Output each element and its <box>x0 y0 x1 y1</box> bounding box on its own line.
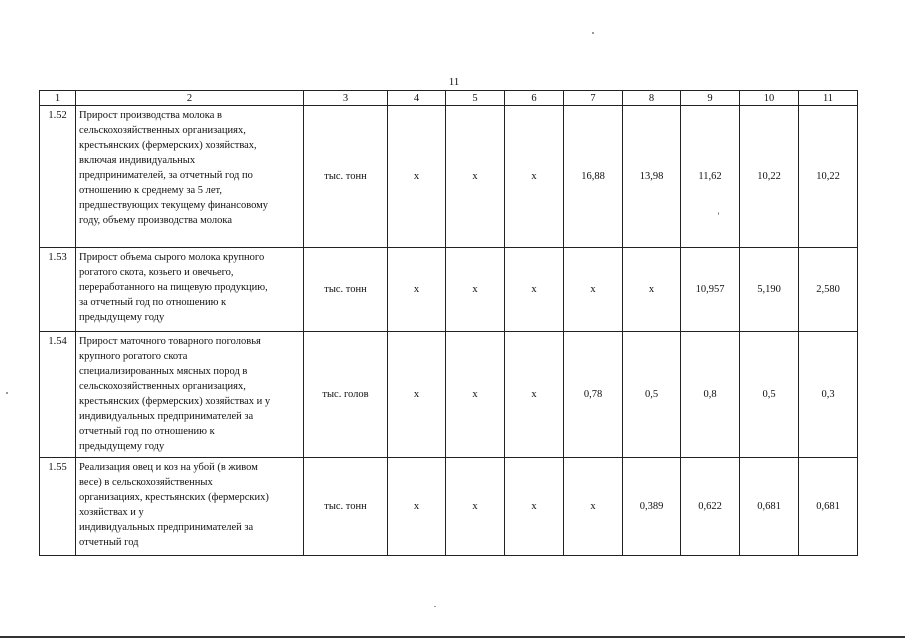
value-cell: х <box>446 332 505 458</box>
value-cell: 0,681 <box>740 458 799 556</box>
value-cell: х <box>505 458 564 556</box>
value-cell: 2,580 <box>799 248 858 332</box>
value-cell: 0,681 <box>799 458 858 556</box>
unit-cell: тыс. тонн <box>304 106 388 248</box>
value-cell: х <box>505 332 564 458</box>
value-cell: х <box>623 248 681 332</box>
value-cell: 5,190 <box>740 248 799 332</box>
value-cell: х <box>388 332 446 458</box>
scan-speck <box>592 32 594 34</box>
value-cell: 0,78 <box>564 332 623 458</box>
column-number: 5 <box>446 91 505 106</box>
row-number: 1.55 <box>40 458 76 556</box>
page-number: 11 <box>448 76 460 88</box>
scan-speck <box>6 392 8 394</box>
table-row <box>40 248 858 332</box>
column-number: 2 <box>76 91 304 106</box>
value-cell: х <box>446 248 505 332</box>
row-number: 1.54 <box>40 332 76 458</box>
value-cell: х <box>505 248 564 332</box>
value-cell: 0,3 <box>799 332 858 458</box>
value-cell: 0,5 <box>740 332 799 458</box>
value-cell: х <box>505 106 564 248</box>
unit-cell: тыс. тонн <box>304 248 388 332</box>
value-cell: 0,389 <box>623 458 681 556</box>
indicator-name: Прирост объема сырого молока крупного рогатого скота, козьего и овечьего, переработанного на пищевую продукцию, за отчетный год по отношению к предыдущему году <box>76 248 304 332</box>
table-row <box>40 106 858 248</box>
column-number-row <box>40 91 858 106</box>
value-cell: 0,5 <box>623 332 681 458</box>
value-cell: 11,62 <box>681 106 740 248</box>
value-cell: 10,22 <box>799 106 858 248</box>
row-number: 1.52 <box>40 106 76 248</box>
value-cell: 10,22 <box>740 106 799 248</box>
indicator-name: Прирост маточного товарного поголовья крупного рогатого скота специализированных мясных пород в сельскохозяйственных организациях, крестьянских (фермерских) хозяйствах и у индивидуальных предпринимателей за отчетный год по отношению к предыдущему году <box>76 332 304 458</box>
value-cell: х <box>388 106 446 248</box>
value-cell: 0,622 <box>681 458 740 556</box>
column-number: 6 <box>505 91 564 106</box>
value-cell: х <box>388 248 446 332</box>
column-number: 1 <box>40 91 76 106</box>
value-cell: х <box>564 248 623 332</box>
value-cell: 16,88 <box>564 106 623 248</box>
column-number: 8 <box>623 91 681 106</box>
unit-cell: тыс. тонн <box>304 458 388 556</box>
indicator-name: Реализация овец и коз на убой (в живом весе) в сельскохозяйственных организациях, крестьянских (фермерских) хозяйствах и у индивидуальных предпринимателей за отчетный год <box>76 458 304 556</box>
scan-speck <box>434 606 436 607</box>
value-cell: х <box>388 458 446 556</box>
column-number: 11 <box>799 91 858 106</box>
table-row <box>40 458 858 556</box>
scan-speck <box>718 212 719 215</box>
table-row <box>40 332 858 458</box>
row-number: 1.53 <box>40 248 76 332</box>
value-cell: х <box>564 458 623 556</box>
value-cell: 10,957 <box>681 248 740 332</box>
column-number: 3 <box>304 91 388 106</box>
column-number: 7 <box>564 91 623 106</box>
column-number: 9 <box>681 91 740 106</box>
value-cell: 13,98 <box>623 106 681 248</box>
value-cell: 0,8 <box>681 332 740 458</box>
value-cell: х <box>446 458 505 556</box>
column-number: 4 <box>388 91 446 106</box>
scan-edge-line <box>0 636 905 638</box>
indicator-name: Прирост производства молока в сельскохозяйственных организациях, крестьянских (фермерских) хозяйствах, включая индивидуальных предпринимателей, за отчетный год по отношению к среднему за 5 лет, предшествующих текущему финансовому году, объему производства молока <box>76 106 304 248</box>
column-number: 10 <box>740 91 799 106</box>
value-cell: х <box>446 106 505 248</box>
unit-cell: тыс. голов <box>304 332 388 458</box>
data-table <box>39 90 858 556</box>
